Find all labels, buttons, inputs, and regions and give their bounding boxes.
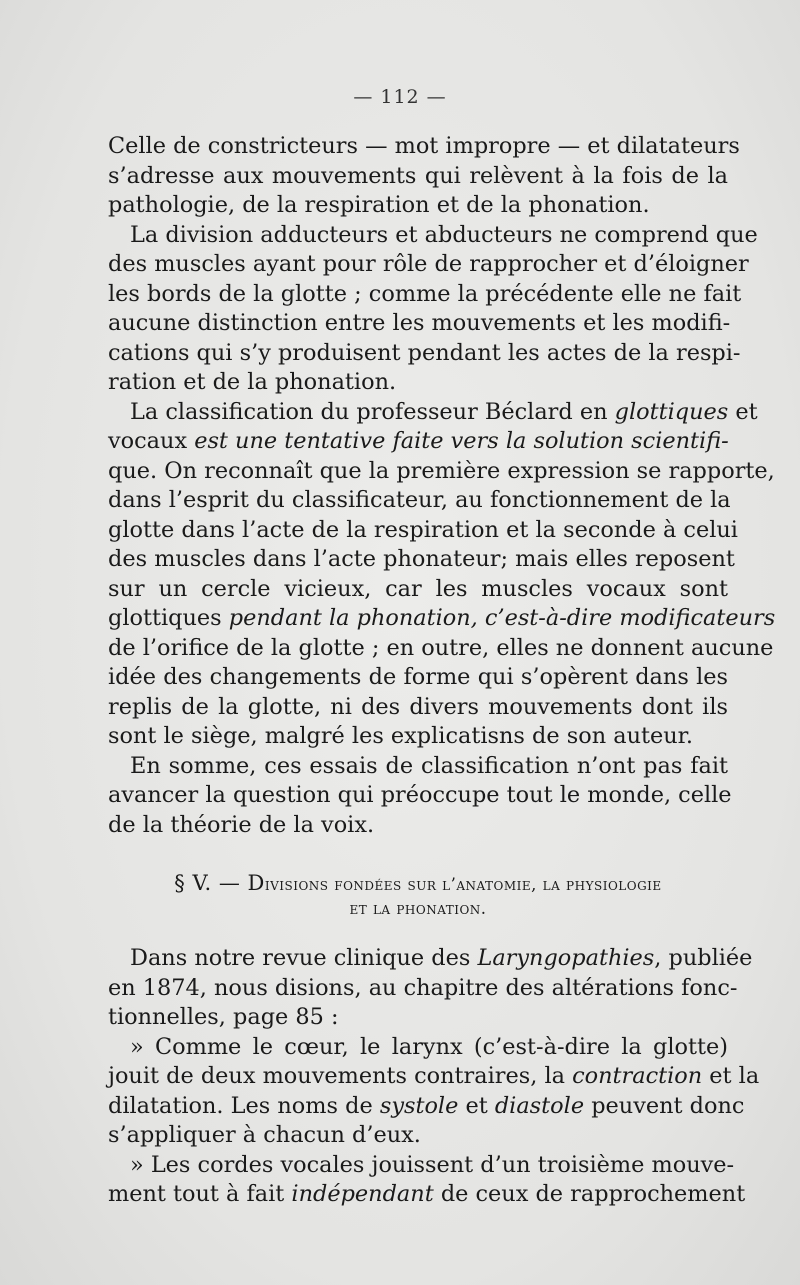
text-run: glottiques <box>108 605 222 631</box>
italic-text: Laryngopathies <box>477 945 655 971</box>
text-run: que. On reconnaît que la première expression se rapporte, <box>108 457 775 484</box>
text-run: jouit de deux mouvements contraires, la <box>108 1063 573 1089</box>
paragraph <box>108 221 758 398</box>
text-line <box>108 604 776 634</box>
text-run: » Les cordes vocales jouissent d’un troisième mouve- <box>130 1151 735 1178</box>
text-line <box>108 368 728 398</box>
text-line <box>108 132 740 162</box>
text-run: avancer la question qui préoccupe tout le monde, celle <box>108 782 732 808</box>
text-line <box>108 162 728 192</box>
text-line <box>108 516 738 546</box>
text-run: glotte dans l’acte de la respiration et la seconde à celui <box>108 516 738 543</box>
text-line <box>108 1003 728 1033</box>
text-run: pathologie, de la respiration et de la phonation. <box>108 192 650 218</box>
text-line <box>108 280 742 310</box>
italic-text: est une tentative faite vers la solution scientifi- <box>187 428 729 454</box>
text-run: sont le siège, malgré les explicatisns de son auteur. <box>108 723 694 749</box>
text-line <box>108 339 741 369</box>
text-run: aucune distinction entre les mouvements et les modifi- <box>108 310 731 336</box>
italic-text: contraction <box>572 1063 703 1089</box>
text-run: et <box>728 398 758 425</box>
text-line <box>108 752 728 782</box>
text-run: des muscles ayant pour rôle de rapprocher et d’éloigner <box>108 251 749 277</box>
text-run: cations qui s’y produisent pendant les actes de la respi- <box>108 339 741 366</box>
text-run: s’adresse aux mouvements qui relèvent à la fois de la <box>108 162 728 189</box>
paragraph <box>108 132 740 221</box>
text-line <box>108 1092 745 1122</box>
italic-text: glottiques <box>614 398 729 425</box>
text-line <box>108 811 728 841</box>
section-mark: § V. — D <box>174 871 265 895</box>
text-run: de ceux de rapprochement <box>433 1181 746 1207</box>
section-heading <box>108 870 728 896</box>
text-run: de la théorie de la voix. <box>108 811 375 838</box>
text-line <box>108 309 731 339</box>
text-line <box>108 634 774 664</box>
text-run: ment tout à fait <box>108 1181 292 1207</box>
text-run: Celle de constricteurs — mot impropre — et dilatateurs <box>108 133 740 159</box>
text-run: de l’orifice de la glotte ; en outre, elles ne donnent aucune <box>108 634 774 661</box>
text-run: vocaux <box>108 428 188 454</box>
text-line <box>108 781 732 811</box>
text-line <box>108 693 728 723</box>
text-line <box>108 1033 728 1063</box>
text-line <box>108 250 749 280</box>
paragraph <box>108 752 732 841</box>
text-run: La classification du professeur Béclard en <box>130 398 615 425</box>
italic-text: pendant la phonation, c’est-à-dire modificateurs <box>221 605 776 631</box>
text-line <box>108 1062 760 1092</box>
text-run: La division adducteurs et abducteurs ne comprend que <box>130 221 758 248</box>
text-run: En somme, ces essais de classification n’ont pas fait <box>130 752 728 779</box>
section-title-line2: et la phonation. <box>349 899 487 918</box>
paragraph <box>108 1151 746 1210</box>
text-line <box>108 457 775 487</box>
italic-text: diastole <box>494 1092 585 1119</box>
text-run: et la <box>702 1063 760 1089</box>
text-run: peuvent donc <box>584 1092 745 1119</box>
text-line <box>108 191 728 221</box>
paragraph <box>108 944 753 1033</box>
text-run: replis de la glotte, ni des divers mouvements dont ils <box>108 693 728 720</box>
italic-text: systole <box>379 1092 459 1119</box>
text-line <box>108 722 728 752</box>
text-line <box>108 663 728 693</box>
text-line <box>108 1121 728 1151</box>
text-line <box>108 1151 735 1181</box>
text-run: des muscles dans l’acte phonateur; mais elles reposent <box>108 546 735 572</box>
text-run: les bords de la glotte ; comme la précédente elle ne fait <box>108 280 742 307</box>
body-text <box>108 132 776 1210</box>
text-run: ration et de la phonation. <box>108 369 397 395</box>
section-title-line1: ivisions fondées sur l’anatomie, la physiologie <box>264 875 662 894</box>
text-line <box>108 974 738 1004</box>
text-line <box>108 944 753 974</box>
text-line <box>108 545 735 575</box>
text-run: Dans notre revue clinique des <box>130 945 478 971</box>
page-number: — 112 — <box>353 86 447 108</box>
text-run: , publiée <box>654 945 753 971</box>
text-run: dans l’esprit du classificateur, au fonctionnement de la <box>108 487 731 513</box>
text-line <box>108 221 758 251</box>
text-run: s’appliquer à chacun d’eux. <box>108 1122 421 1148</box>
text-line <box>108 427 728 457</box>
text-run: en 1874, nous disions, au chapitre des altérations fonc- <box>108 974 738 1001</box>
paragraph <box>108 1033 760 1151</box>
text-line <box>108 575 728 605</box>
text-run: idée des changements de forme qui s’opèrent dans les <box>108 664 728 690</box>
text-run: tionnelles, page 85 : <box>108 1004 339 1030</box>
text-run: et <box>458 1092 495 1119</box>
text-line <box>108 398 758 428</box>
italic-text: indépendant <box>291 1181 434 1207</box>
text-line <box>108 1180 746 1210</box>
text-line <box>108 486 731 516</box>
text-run: » Comme le cœur, le larynx (c’est-à-dire la glotte) <box>130 1033 728 1060</box>
paragraph <box>108 398 776 752</box>
text-run: dilatation. Les noms de <box>108 1092 380 1119</box>
text-run: sur un cercle vicieux, car les muscles vocaux sont <box>108 575 728 602</box>
